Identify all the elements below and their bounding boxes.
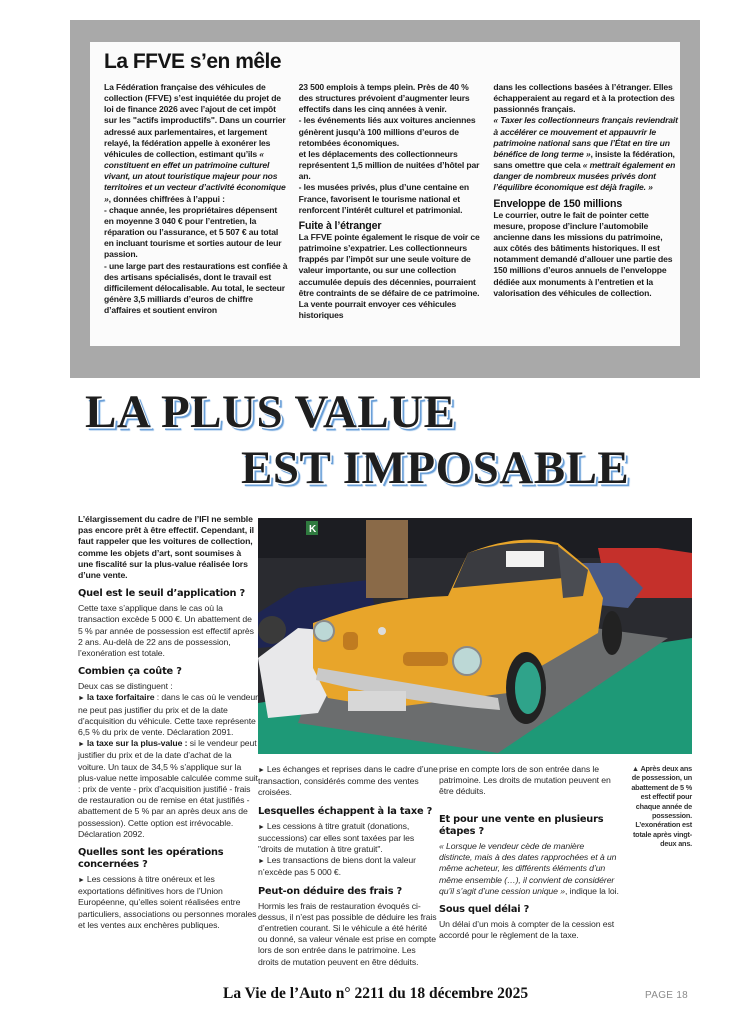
ffve-paragraph: dans les collections basées à l’étranger. Elles échapperaient au regard et à la protection des passionnés français.	[493, 82, 675, 115]
ffve-sidebar-title: La FFVE s’en mêle	[104, 50, 282, 73]
ffve-bullet: - une large part des restaurations est confiée à des artisans spécialisés, dont le travail est difficilement délocalisable. Au total, le secteur génère 3,5 milliards d’euros de chiffre d’affaires et soutient environ	[104, 260, 288, 316]
bullet-item	[78, 692, 258, 738]
headline-line-1: LA PLUS VALUE	[85, 386, 456, 438]
ffve-text: , insiste la fédération, sans omettre que cela	[493, 148, 675, 171]
ffve-text: , données chiffrées à l’appui :	[108, 193, 225, 204]
rear-wheel	[602, 611, 622, 655]
section-text: Hormis les frais de restauration évoqués ci-dessus, il n’est pas possible de déduire les frais d’entretien courant. Si le véhicule a été hérité ou donné, sa valeur vénale est prise en compte lors de son entrée dans le patrimoine. Les droits de mutation peuvent en être déduits.	[258, 900, 437, 967]
section-text-continued: prise en compte lors de son entrée dans le patrimoine. Les droits de mutation peuvent en être déduits.	[439, 764, 611, 797]
article-lead: L’élargissement du cadre de l’IFI ne semble pas encore prêt à être effectif. Cependant, il faut rappeler que les voitures de collection, comme les objets d’art, sont soumises à une fiscalité sur la plus-value réalisée lors d’une vente.	[78, 514, 254, 581]
ffve-paragraph: La FFVE pointe également le risque de voir ce patrimoine s’expatrier. Les collectionneurs frappés par l’impôt sur une seule voiture de valeur importante, ou sur une collection accumulée depuis des décennies, pourraient être contraints de se défaire de ce patrimoine. La vente pourrait envoyer ces véhicules historiques	[298, 231, 480, 320]
bullet-arrow-icon: ►	[78, 877, 85, 885]
bullet-text: si le vendeur peut justifier du prix et de la date d’achat de la voiture. Un taux de 34,5 % s’applique sur la plus-value nette imposable calculée comme suit : prix de vente - prix d’acquisition justifié - frais de restauration ou de remise en état justifiés - abattement de 5 % par an après deux ans de possession). Cette option est irrévocable. Déclaration 2092.	[78, 738, 258, 839]
bullet-text: : dans le cas où le vendeur ne peut pas justifier du prix et de la date d’acquisition du véhicule. Cette taxe représente 6,5 % du prix de vente. Déclaration 2091.	[78, 692, 258, 738]
ffve-column-3	[493, 82, 678, 321]
section-heading: Combien ça coûte ?	[78, 666, 182, 678]
left-headlight	[314, 621, 334, 641]
quote-attribution: , indique la loi.	[564, 885, 619, 896]
ffve-paragraph: et les déplacements des collectionneurs représentent 1,5 million de nuitées d’hôtel par an.	[298, 148, 480, 182]
caption-triangle-icon: ▲	[631, 764, 639, 773]
section-text: Deux cas se distinguent :	[78, 681, 173, 692]
ffve-bullet: - les événements liés aux voitures anciennes génèrent jusqu’à 100 millions d’euros de retombées économiques.	[298, 115, 476, 148]
section-heading: Lesquelles échappent à la taxe ?	[258, 805, 433, 817]
bullet-item	[78, 874, 258, 931]
photo-caption	[626, 764, 692, 849]
ffve-quote: « Taxer les collectionneurs français reviendrait à accélérer ce mouvement et appauvrir le patrimoine national sans que l’État en tire un bénéfice de long terme »	[493, 115, 678, 159]
bullet-item	[258, 821, 438, 856]
ffve-quote: « mettrait également en danger de nombreux musées privés dont l’équilibre économique est déjà fragile. »	[493, 160, 676, 193]
ffve-paragraph: 23 500 emplois à temps plein. Près de 40 % des structures prévoient d’augmenter leurs effectifs dans les cinq années à venir.	[298, 82, 470, 115]
ffve-paragraph	[493, 115, 678, 193]
ffve-sidebar-box	[90, 42, 680, 346]
bullet-arrow-icon: ►	[78, 695, 85, 703]
ffve-bullet: - les musées privés, plus d’une centaine en France, favorisent le tourisme national et renforcent l’intérêt culturel et patrimonial.	[298, 182, 469, 215]
ffve-column-1	[104, 82, 289, 321]
right-headlight	[453, 647, 481, 675]
bullet-item	[78, 738, 258, 840]
section-heading: Quelles sont les opérations concernées ?	[78, 847, 224, 871]
bullet-arrow-icon: ►	[258, 823, 265, 831]
bullet-label: la taxe forfaitaire	[86, 692, 155, 703]
section-text: Cette taxe s’applique dans le cas où la transaction excède 5 000 €. Un abattement de 5 % par année de possession est effectif après 2 ans. Au-delà de 22 ans de possession, l’exonération est totale.	[78, 603, 254, 659]
right-grille	[403, 652, 448, 666]
ffve-sidebar-frame	[70, 20, 700, 378]
headline-line-2: EST IMPOSABLE	[241, 442, 630, 494]
bullet-text: Les cessions à titre onéreux et les exportations définitives hors de l’Union Européenne, qu’elles soient réalisées entre particuliers, associations ou personnes morales et les ventes aux enchères publiques.	[78, 874, 257, 930]
article-headline	[0, 385, 729, 505]
caption-text: Après deux ans de possession, un abattement de 5 % est effectif pour chaque année de possession. L’exonération est totale après vingt-deux ans.	[631, 764, 692, 849]
front-hubcap	[515, 662, 541, 714]
ffve-bullet: - chaque année, les propriétaires dépensent en moyenne 3 040 € pour l’entretien, la réparation ou l’assurance, et 5 507 € au total en incluant tourisme et sorties autour de leur passion.	[104, 204, 282, 260]
article-column-3-top	[439, 764, 619, 798]
bullet-item	[258, 855, 438, 878]
ffve-subheading: Fuite à l’étranger	[298, 219, 382, 232]
section-heading: Sous quel délai ?	[439, 904, 530, 916]
section-heading: Et pour une vente en plusieurs étapes ?	[439, 814, 604, 837]
ffve-paragraph: Le courrier, outre le fait de pointer cette mesure, propose d’inclure l’automobile ancienne dans les missions du patrimoine, aux côtés des bâtiments historiques. Il est notamment demandé d’allouer une partie des 150 millions d’euros annuels de l’enveloppe dédiée aux monuments à l’entretien et la valorisation des véhicules de collection.	[493, 209, 673, 298]
law-quote: « Lorsque le vendeur cède de manière distincte, mais à des dates rapprochées et à un même acheteur, les différents éléments d’un même ensemble (…), il convient de considérer qu’il s’agit d’une cession unique »	[439, 841, 617, 896]
article-column-2	[258, 764, 438, 968]
section-heading: Quel est le seuil d’application ?	[78, 588, 246, 600]
ffve-column-2	[299, 82, 484, 321]
section-text	[439, 841, 619, 897]
bullet-arrow-icon: ►	[258, 858, 265, 866]
publication-footer: La Vie de l’Auto n° 2211 du 18 décembre 2025	[223, 985, 529, 1002]
section-heading: Peut-on déduire des frais ?	[258, 885, 403, 897]
bullet-label: la taxe sur la plus-value :	[86, 738, 188, 749]
article-column-1	[78, 514, 258, 931]
ffve-text: La Fédération française des véhicules de collection (FFVE) s’est inquiétée du projet de loi de finance 2026 avec l’ajout de cet impôt sur les "actifs improductifs". Dans un courrier adressé aux parlementaires, et largement relayé, la fédération appelle à exonérer les véhicules de collection, estimant qu’ils	[104, 82, 286, 159]
bullet-text: Les échanges et reprises dans le cadre d’une transaction, considérés comme des ventes croisées.	[258, 764, 438, 798]
windshield-note	[506, 551, 544, 567]
car-photo-illustration	[258, 518, 692, 754]
wheel	[258, 616, 286, 644]
ffve-sidebar-columns	[104, 82, 678, 321]
section-text: Un délai d’un mois à compter de la cession est accordé pour le règlement de la taxe.	[439, 919, 615, 941]
bullet-item	[258, 764, 438, 799]
ffve-quote: « constituent en effet un patrimoine culturel vivant, un atout touristique majeur pour nos territoires et un vecteur d’activité économique »	[104, 148, 286, 204]
bullet-text: Les cessions à titre gratuit (donations, successions) car elles sont taxées par les "droits de mutation à titre gratuit".	[258, 820, 415, 855]
vw-badge-icon	[378, 627, 386, 635]
karmann-ghia-photo	[258, 518, 692, 754]
page-number: PAGE 18	[645, 990, 689, 1001]
left-grille	[343, 632, 358, 650]
bullet-text: Les transactions de biens dont la valeur n’excède pas 5 000 €.	[258, 855, 416, 878]
ffve-subheading: Enveloppe de 150 millions	[493, 197, 623, 210]
bullet-arrow-icon: ►	[258, 767, 265, 774]
ffve-paragraph	[104, 82, 289, 205]
stand-letter: K	[309, 524, 317, 535]
bullet-arrow-icon: ►	[78, 741, 85, 749]
stand-banner	[366, 520, 408, 598]
license-plate	[348, 691, 406, 711]
